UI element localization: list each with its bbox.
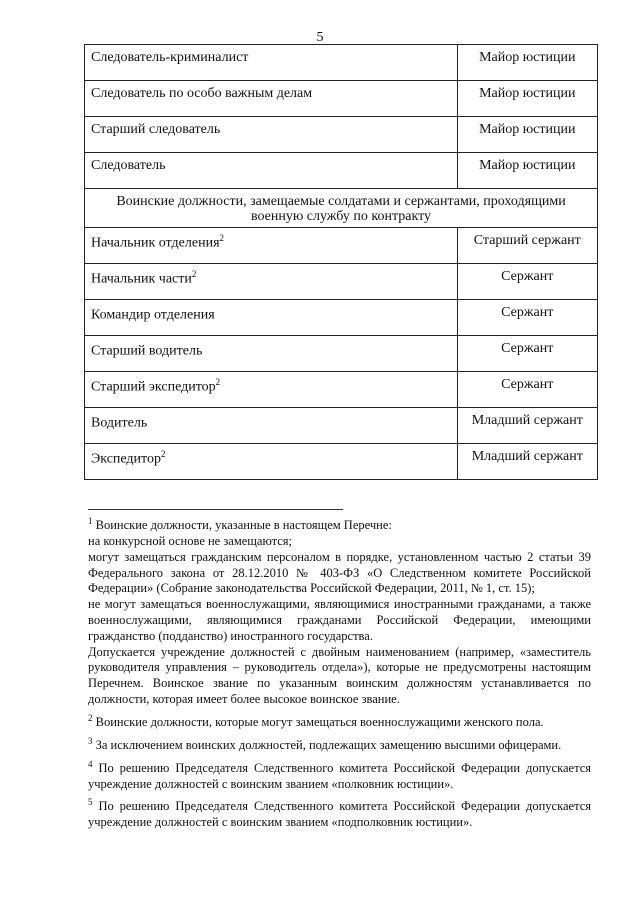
footnote-mark: 4	[88, 758, 93, 769]
page-number: 5	[316, 30, 324, 45]
footnote-ref: 2	[160, 449, 166, 459]
footnote-separator	[88, 509, 343, 510]
table-row	[85, 444, 598, 480]
rank-cell: Майор юстиции	[457, 81, 597, 117]
rank-cell: Сержант	[457, 300, 597, 336]
footnote-text: Воинские должности, которые могут замещаться военнослужащими женского пола.	[95, 714, 544, 729]
footnote-5	[88, 795, 591, 831]
position-label: Начальник отделения	[91, 235, 220, 251]
rank-cell: Майор юстиции	[457, 153, 597, 189]
positions-table	[84, 44, 598, 480]
position-cell	[85, 336, 458, 372]
section-header: Воинские должности, замещаемые солдатами и сержантами, проходящими военную службу по контракту	[85, 189, 598, 228]
table-row	[85, 372, 598, 408]
position-cell	[85, 372, 458, 408]
footnote-3	[88, 734, 591, 754]
footnote-text: За исключением воинских должностей, подлежащих замещению высшими офицерами.	[95, 737, 562, 752]
rank-cell: Сержант	[457, 264, 597, 300]
footnote-mark: 1	[88, 516, 93, 526]
footnote-ref: 2	[215, 377, 221, 387]
rank-cell: Майор юстиции	[457, 117, 597, 153]
position-cell: Следователь-криминалист	[85, 45, 458, 81]
footnote-text: По решению Председателя Следственного комитета Российской Федерации допускается учреждение должностей с воинским званием «подполковник юстиции».	[88, 799, 592, 830]
footnote-4	[88, 757, 591, 793]
position-label: Водитель	[91, 415, 148, 431]
footnote-1-b: могут замещаться гражданским персоналом в порядке, установленном частью 2 статьи 39 Федерального закона от 28.12.2010 № 403-ФЗ «О Следственном комитете Российской Федерации» (Собрание законодательства Российской Федерации, 2011, № 1, ст. 15);	[88, 549, 591, 596]
table-row	[85, 264, 598, 300]
footnote-mark: 3	[88, 735, 93, 746]
table-row	[85, 300, 598, 336]
position-cell	[85, 444, 458, 480]
position-cell	[85, 228, 458, 264]
rank-cell: Младший сержант	[457, 444, 597, 480]
position-label: Начальник части	[91, 271, 192, 287]
table-row	[85, 336, 598, 372]
position-label: Старший водитель	[91, 343, 203, 359]
footnotes	[88, 514, 591, 831]
section-header-row	[85, 189, 598, 228]
footnote-text: Воинские должности, указанные в настоящем Перечне:	[95, 518, 392, 533]
rank-cell: Сержант	[457, 336, 597, 372]
table-row	[85, 153, 598, 189]
footnote-text: По решению Председателя Следственного комитета Российской Федерации допускается учреждение должностей с воинским званием «полковник юстиции».	[88, 760, 592, 791]
table-row	[85, 117, 598, 153]
position-label: Экспедитор	[91, 451, 161, 467]
footnote-ref: 2	[219, 233, 225, 243]
footnote-2	[88, 711, 591, 731]
rank-cell: Майор юстиции	[457, 45, 597, 81]
table-row	[85, 228, 598, 264]
position-cell	[85, 264, 458, 300]
footnote-mark: 2	[88, 712, 93, 723]
position-cell: Следователь по особо важным делам	[85, 81, 458, 117]
footnote-ref: 2	[191, 269, 197, 279]
rank-cell: Старший сержант	[457, 228, 597, 264]
footnote-1-intro	[88, 514, 591, 534]
table-row	[85, 45, 598, 81]
position-cell	[85, 300, 458, 336]
position-label: Командир отделения	[91, 307, 215, 323]
table-row	[85, 81, 598, 117]
position-cell	[85, 408, 458, 444]
footnote-mark: 5	[88, 797, 93, 808]
rank-cell: Сержант	[457, 372, 597, 408]
footnote-1-c: не могут замещаться военнослужащими, являющимися иностранными гражданами, а также военнослужащими, являющимися гражданами Российской Федерации, имеющими гражданство (подданство) иностранного государства.	[88, 597, 591, 643]
position-cell: Старший следователь	[85, 117, 458, 153]
rank-cell: Младший сержант	[457, 408, 597, 444]
footnote-1-d: Допускается учреждение должностей с двойным наименованием (например, «заместитель руководителя управления – руководитель отдела»), которые не предусмотрены настоящим Перечнем. Воинское звание по указанным воинским должностям устанавливается по должности, которая имеет более высокое воинское звание.	[88, 644, 591, 706]
position-cell: Следователь	[85, 153, 458, 189]
position-label: Старший экспедитор	[91, 379, 216, 395]
table-row	[85, 408, 598, 444]
footnote-1-a: на конкурсной основе не замещаются;	[88, 533, 293, 548]
